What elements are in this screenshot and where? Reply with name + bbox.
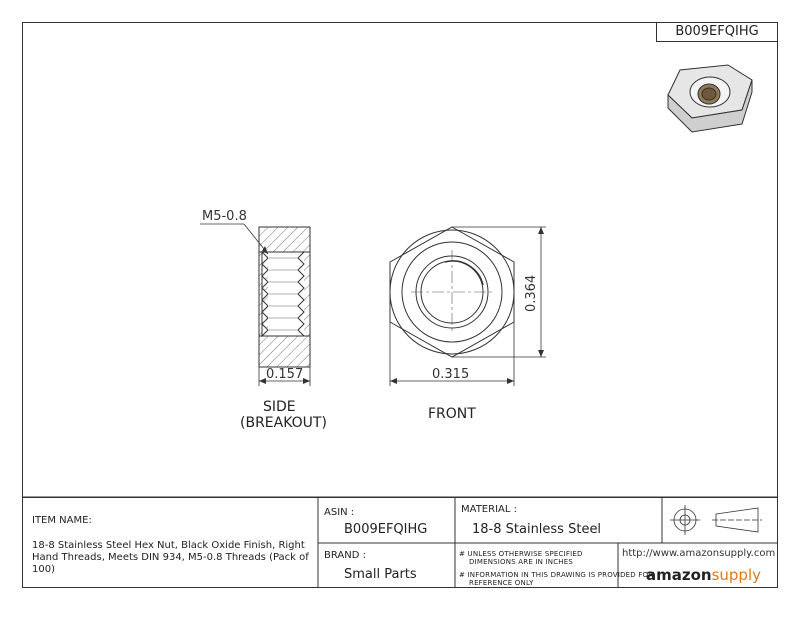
side-view <box>200 224 310 386</box>
logo-accent-text: supply <box>711 566 762 584</box>
item-name-label: ITEM NAME: <box>32 515 92 526</box>
part-number-tag: B009EFQIHG <box>656 22 778 42</box>
note-units-line2: DIMENSIONS ARE IN INCHES <box>469 558 574 566</box>
breakout-view-label: (BREAKOUT) <box>240 415 327 431</box>
supplier-url-link[interactable]: http://www.amazonsupply.com <box>622 548 776 559</box>
asin-label: ASIN : <box>324 507 355 518</box>
material-label: MATERIAL : <box>461 504 517 515</box>
material-value: 18-8 Stainless Steel <box>472 522 602 537</box>
side-width-dimension: 0.157 <box>266 367 304 382</box>
item-name-value: 18-8 Stainless Steel Hex Nut, Black Oxide Finish, Right Hand Threads, Meets DIN 934, M5-0.8 Threads (Pack of 100) <box>32 540 309 575</box>
asin-value: B009EFQIHG <box>344 522 428 537</box>
note-units-line1: # UNLESS OTHERWISE SPECIFIED <box>459 550 583 558</box>
logo-main-text: amazon <box>646 566 712 584</box>
thread-callout-label: M5-0.8 <box>202 209 247 224</box>
front-view <box>390 227 546 386</box>
side-view-label: SIDE <box>263 399 296 415</box>
front-height-dimension: 0.364 <box>524 274 539 312</box>
note-reference-line2: REFERENCE ONLY <box>469 579 534 587</box>
front-view-label: FRONT <box>428 406 476 422</box>
note-reference-line1: # INFORMATION IN THIS DRAWING IS PROVIDED FOR <box>459 571 654 579</box>
isometric-nut-icon <box>668 65 752 132</box>
amazonsupply-logo <box>646 566 761 584</box>
brand-label: BRAND : <box>324 550 366 561</box>
front-width-dimension: 0.315 <box>432 367 470 382</box>
title-block <box>22 497 778 588</box>
brand-value: Small Parts <box>344 567 417 582</box>
